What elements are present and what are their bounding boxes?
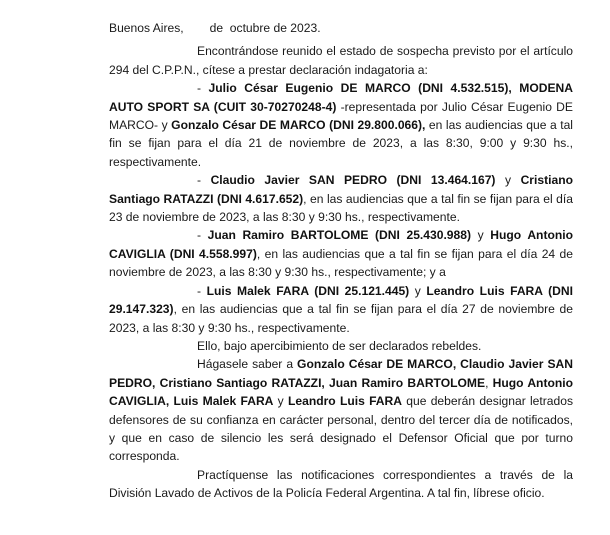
text-segment: en las audiencias que a tal fin se fijan para el día 21 de noviembre de 2023, a las 8:30, 9:00 y 9:30 hs., respectivamente. <box>109 118 573 169</box>
text-segment: y <box>495 173 521 188</box>
paragraph-notice <box>109 355 573 465</box>
paragraph-group-2 <box>109 171 573 226</box>
paragraph-group-4 <box>109 282 573 337</box>
paragraph-group-3 <box>109 226 573 281</box>
paragraph-closing <box>109 466 573 503</box>
bold-text-segment: Leandro Luis FARA (DNI 29.147.323) <box>109 283 573 317</box>
text-segment: - <box>197 283 207 298</box>
bold-text-segment: Hugo Antonio CAVIGLIA, Luis Malek FARA <box>109 375 573 409</box>
document-page <box>109 19 573 503</box>
paragraph-warning <box>109 337 573 355</box>
text-segment: y <box>273 394 288 409</box>
text-segment: -representada por Julio César Eugenio DE MARCO- y <box>109 99 573 133</box>
bold-text-segment: Hugo Antonio CAVIGLIA (DNI 4.558.997) <box>109 228 573 261</box>
text-segment: - <box>197 228 208 243</box>
paragraph-group-1 <box>109 79 573 171</box>
text-segment: y <box>409 283 427 298</box>
text-segment: - <box>197 173 211 188</box>
text-segment: , en las audiencias que a tal fin se fijan para el día 23 de noviembre de 2023, a las 8:30 y 9:30 hs., respectivamente. <box>109 191 573 225</box>
text-segment: Practíquense las notificaciones correspondientes a través de la División Lavado de Activos de la Policía Federal Argentina. A tal fin, líbrese oficio. <box>109 467 573 501</box>
text-segment: , <box>485 375 493 390</box>
date-line <box>109 19 573 37</box>
text-segment: Ello, bajo apercibimiento de ser declarados rebeldes. <box>197 338 482 353</box>
text-segment: Hágasele saber a <box>197 357 298 372</box>
text-segment: que deberán designar letrados defensores de su confianza en carácter personal, dentro del tercer día de notificados, y que en caso de silencio les será designado el Defensor Oficial que por turno corresponda. <box>109 394 574 464</box>
date-text: de octubre de 2023. <box>209 21 321 35</box>
bold-text-segment: Juan Ramiro BARTOLOME (DNI 25.430.988) <box>207 228 472 243</box>
text-segment: Encontrándose reunido el estado de sospecha previsto por el artículo 294 del C.P.P.N., cítese a prestar declaración indagatoria a: <box>109 44 573 77</box>
paragraph-intro <box>109 42 573 79</box>
bold-text-segment: Luis Malek FARA (DNI 25.121.445) <box>206 283 410 298</box>
bold-text-segment: Cristiano Santiago RATAZZI (DNI 4.617.652) <box>109 173 573 206</box>
bold-text-segment: Gonzalo César DE MARCO, Claudio Javier SAN PEDRO, Cristiano Santiago RATAZZI, Juan Ramiro BARTOLOME <box>109 357 573 390</box>
text-segment: y <box>471 228 491 243</box>
text-segment: , en las audiencias que a tal fin se fijan para el día 27 de noviembre de 2023, a las 8:30 y 9:30 hs., respectivamente. <box>109 302 573 335</box>
bold-text-segment: Julio César Eugenio DE MARCO (DNI 4.532.515), MODENA AUTO SPORT SA (CUIT 30-70270248-4) <box>109 81 573 114</box>
bold-text-segment: Claudio Javier SAN PEDRO (DNI 13.464.167) <box>210 173 496 188</box>
date-place: Buenos Aires, <box>109 21 184 35</box>
text-segment: - <box>197 81 209 96</box>
bold-text-segment: Gonzalo César DE MARCO (DNI 29.800.066), <box>171 118 426 133</box>
bold-text-segment: Leandro Luis FARA <box>287 394 402 409</box>
text-segment: , en las audiencias que a tal fin se fijan para el día 24 de noviembre de 2023, a las 8:30 y 9:30 hs., respectivamente; y a <box>109 246 573 280</box>
